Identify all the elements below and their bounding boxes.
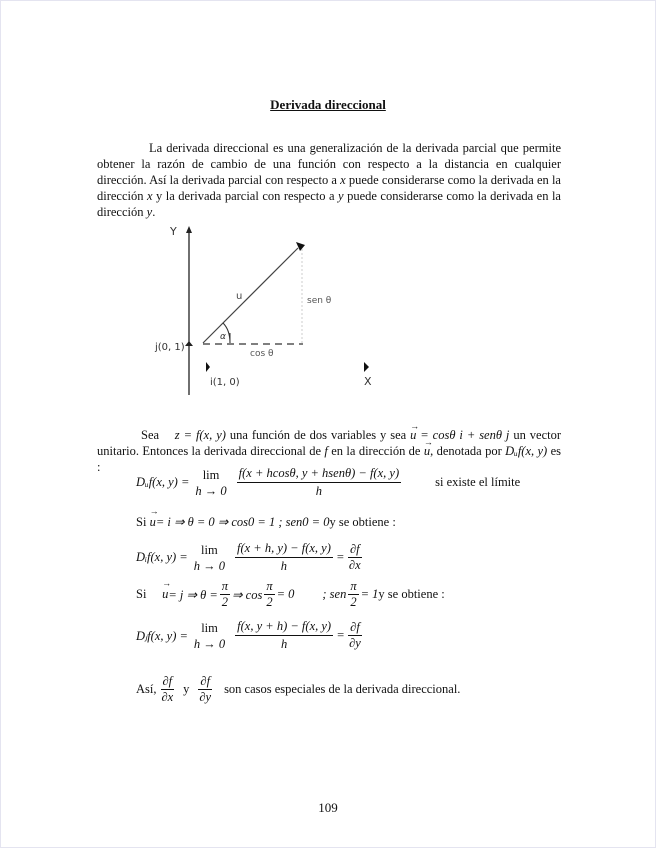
i-point-label: i(1, 0) (210, 377, 240, 388)
two: 2 (350, 595, 357, 609)
two: 2 (221, 595, 229, 609)
lim-sub: h → 0 (195, 483, 227, 498)
partial-num: ∂f (200, 674, 211, 688)
var-y: y (146, 205, 153, 219)
case-j-expression: ⇒ cos (232, 587, 263, 602)
fraction (237, 466, 401, 499)
denominator: h (281, 637, 288, 651)
numerator: f(x + h, y) − f(x, y) (235, 541, 333, 558)
vector-u: → u (150, 515, 156, 530)
x-axis-label: X (364, 375, 372, 388)
limit (195, 468, 226, 498)
sea-text: Sea (141, 428, 160, 442)
partial-fy (198, 675, 212, 704)
var-y: y (338, 189, 344, 203)
partial-den: ∂x (348, 558, 361, 572)
eq-lhs: Dᵢf(x, y) = (136, 550, 188, 564)
numerator: f(x, y + h) − f(x, y) (235, 619, 333, 636)
page-title: Derivada direccional (270, 97, 386, 112)
intro-text: y la derivada parcial con respecto a (152, 189, 339, 203)
pi-over-two (348, 580, 358, 609)
partial-num: ∂f (162, 674, 173, 688)
intro-paragraph (97, 140, 561, 220)
two: 2 (266, 595, 273, 609)
case-i-statement (136, 514, 396, 530)
limit-condition: si existe el límite (435, 475, 521, 489)
angle-label: α (220, 332, 226, 342)
pi: π (350, 579, 357, 593)
equation-directional-derivative (136, 466, 520, 499)
def-text: en la dirección de (327, 444, 424, 458)
case-tail: y se obtiene : (329, 514, 396, 529)
partial-den: ∂y (199, 690, 212, 704)
partial-den: ∂y (349, 636, 361, 650)
intro-text: puede considerarse como la derivada en la dirección (97, 189, 561, 219)
conclusion-text: son casos especiales de la derivada direccional. (224, 682, 461, 696)
y-axis-label: Y (170, 225, 177, 238)
unit-vector-u (203, 248, 298, 343)
case-j-expression: = j ⇒ θ = (168, 587, 218, 602)
partial-fx (161, 675, 175, 704)
intro-text: La derivada direccional es una generalización de la derivada parcial que permite obtener la razón de cambio de una función con respecto a la distancia en cualquier dirección. Así la derivada parcial con respecto a (97, 141, 561, 187)
du-notation: Dᵤf(x, y) (505, 444, 548, 458)
i-marker-icon (206, 362, 210, 372)
conclusion-statement (136, 675, 460, 704)
case-tail: y se obtiene : (378, 587, 445, 601)
page-number: 109 (318, 800, 338, 815)
pi-over-two (264, 580, 274, 609)
si-text: Si (136, 587, 147, 601)
intro-text: . (152, 205, 156, 219)
pi: π (221, 579, 229, 593)
def-text: , denotada por (430, 444, 506, 458)
lim-sub: h → 0 (193, 558, 225, 573)
partial-num: ∂f (349, 542, 360, 556)
equation-di (136, 541, 366, 574)
case-j-expression: ; sen (322, 587, 347, 601)
var-f: f (324, 444, 328, 458)
partial-fraction (348, 621, 362, 650)
var-x: x (147, 189, 153, 203)
intro-text: puede considerarse como la derivada en la dirección (97, 173, 561, 203)
pi: π (266, 579, 273, 593)
def-text: una función de dos variables y sea (225, 428, 411, 442)
case-i-expression: = i ⇒ θ = 0 ⇒ cos0 = 1 ; sen0 = 0 (155, 515, 330, 529)
limit (194, 543, 225, 573)
case-j-expression: = 1 (360, 587, 379, 601)
partial-fraction (348, 543, 362, 572)
vector-u: → u (410, 427, 416, 443)
x-axis-arrow-icon (364, 362, 369, 372)
denominator: h (280, 559, 288, 573)
fraction (235, 619, 333, 652)
denominator: h (315, 484, 322, 498)
sin-label: sen θ (307, 296, 332, 306)
z-equation: z = f(x, y) (174, 428, 226, 442)
vector-u: → u (424, 443, 430, 459)
and-text: y (183, 682, 190, 696)
lim-text: lim (201, 542, 218, 557)
fraction (235, 541, 333, 574)
lim-text: lim (201, 620, 218, 635)
equals: = (337, 628, 345, 642)
def-text: es : (97, 444, 561, 474)
si-text: Si (136, 514, 147, 529)
numerator: f(x + hcosθ, y + hsenθ) − f(x, y) (237, 466, 401, 483)
vector-label: u (236, 291, 243, 302)
case-j-expression: = 0 (276, 587, 295, 601)
cos-label: cos θ (250, 349, 274, 359)
def-text: un vector unitario. Entonces la derivada direccional de (97, 428, 562, 458)
var-x: x (340, 173, 346, 187)
directional-vector-diagram (150, 215, 400, 395)
case-j-statement (136, 580, 445, 609)
u-equation: = cosθ i + senθ j (416, 428, 510, 442)
equation-dj (136, 619, 366, 652)
vector-u: → u (162, 587, 168, 602)
eq-lhs: Dⱼf(x, y) = (136, 628, 188, 643)
eq-lhs: Dᵤf(x, y) = (136, 475, 190, 489)
j-marker-icon (185, 341, 193, 346)
vector-arrowhead-icon (296, 242, 305, 251)
asi-text: Así, (136, 682, 157, 696)
lim-sub: h → 0 (193, 636, 226, 651)
equals: = (336, 550, 344, 564)
j-point-label: j(0, 1) (155, 342, 185, 353)
y-axis-arrow-icon (186, 226, 192, 233)
partial-den: ∂x (161, 690, 174, 704)
limit (194, 621, 225, 651)
lim-text: lim (202, 467, 220, 482)
partial-num: ∂f (350, 620, 360, 634)
pi-over-two (220, 580, 230, 609)
